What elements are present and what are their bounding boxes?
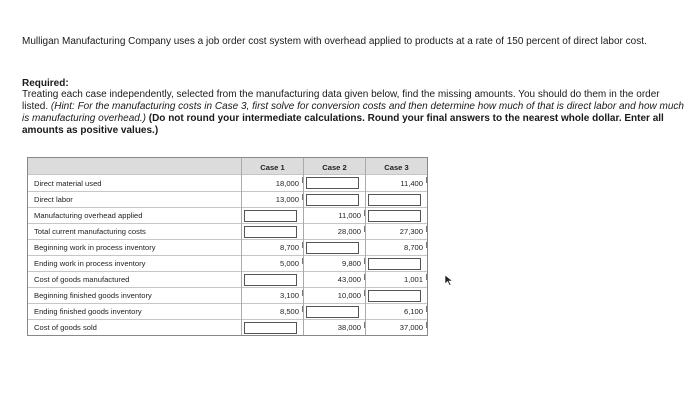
table-row bbox=[28, 288, 427, 304]
row-label: Direct material used bbox=[28, 175, 242, 192]
answer-input[interactable] bbox=[244, 226, 297, 238]
cell-value: 8,700 bbox=[403, 243, 423, 252]
case-1-value-cell bbox=[242, 288, 304, 304]
case-3-value-cell bbox=[366, 304, 428, 320]
table-row bbox=[28, 240, 427, 256]
cell-value: 3,100 bbox=[279, 291, 299, 300]
row-label: Cost of goods sold bbox=[28, 320, 242, 336]
label-column-header bbox=[28, 158, 242, 175]
case-1-header: Case 1 bbox=[242, 158, 304, 175]
case-2-input-cell[interactable] bbox=[304, 304, 366, 320]
row-label: Total current manufacturing costs bbox=[28, 224, 242, 240]
table-header-row bbox=[28, 158, 427, 175]
instructions bbox=[22, 89, 687, 137]
case-2-value-cell bbox=[304, 208, 366, 224]
row-label: Manufacturing overhead applied bbox=[28, 208, 242, 224]
case-3-input-cell[interactable] bbox=[366, 192, 428, 208]
cell-edge-marker bbox=[426, 177, 427, 183]
case-2-input-cell[interactable] bbox=[304, 192, 366, 208]
table-row bbox=[28, 320, 427, 336]
table-row bbox=[28, 224, 427, 240]
cell-edge-marker bbox=[426, 306, 427, 312]
answer-input[interactable] bbox=[306, 194, 359, 206]
table-row bbox=[28, 192, 427, 208]
answer-input[interactable] bbox=[244, 210, 297, 222]
case-2-header: Case 2 bbox=[304, 158, 366, 175]
case-3-value-cell bbox=[366, 320, 428, 336]
cell-value: 18,000 bbox=[275, 178, 299, 188]
case-3-input-cell[interactable] bbox=[366, 288, 428, 304]
case-3-input-cell[interactable] bbox=[366, 208, 428, 224]
table-row bbox=[28, 256, 427, 272]
problem-intro: Mulligan Manufacturing Company uses a job order cost system with overhead applied to products at a rate of 150 percent of direct labor cost. bbox=[22, 36, 647, 47]
case-1-value-cell bbox=[242, 240, 304, 256]
case-2-input-cell[interactable] bbox=[304, 175, 366, 192]
case-1-input-cell[interactable] bbox=[242, 320, 304, 336]
cell-value: 11,000 bbox=[338, 211, 361, 220]
cell-value: 1,001 bbox=[403, 275, 423, 284]
instructions-hint: (Hint: For the manufacturing costs in Case 3, first solve for conversion costs and then determine how much of that is direct labor and how much is manufacturing overhead.) bbox=[22, 101, 684, 124]
cell-value: 13,000 bbox=[275, 195, 299, 204]
answer-input[interactable] bbox=[306, 306, 359, 318]
row-label: Cost of goods manufactured bbox=[28, 272, 242, 288]
cell-value: 8,500 bbox=[279, 307, 299, 316]
table-row bbox=[28, 208, 427, 224]
row-label: Ending finished goods inventory bbox=[28, 304, 242, 320]
cell-value: 6,100 bbox=[403, 307, 423, 316]
row-label: Beginning work in process inventory bbox=[28, 240, 242, 256]
cell-value: 43,000 bbox=[337, 275, 361, 284]
case-2-value-cell bbox=[304, 272, 366, 288]
cell-value: 37,000 bbox=[399, 323, 423, 332]
case-3-value-cell bbox=[366, 272, 428, 288]
cost-table bbox=[28, 158, 427, 335]
case-1-value-cell bbox=[242, 175, 304, 192]
case-1-input-cell[interactable] bbox=[242, 272, 304, 288]
answer-input[interactable] bbox=[244, 322, 297, 334]
table-row bbox=[28, 272, 427, 288]
instructions-rounding-note: (Do not round your intermediate calculations. Round your final answers to the nearest whole dollar. Enter all amounts as positive values.) bbox=[22, 113, 664, 136]
answer-input[interactable] bbox=[368, 210, 421, 222]
row-label: Beginning finished goods inventory bbox=[28, 288, 242, 304]
table-body bbox=[28, 175, 427, 336]
answer-input[interactable] bbox=[244, 274, 297, 286]
required-heading: Required: bbox=[22, 78, 69, 89]
cell-value: 28,000 bbox=[337, 227, 361, 236]
case-2-value-cell bbox=[304, 256, 366, 272]
case-3-value-cell bbox=[366, 224, 428, 240]
case-1-input-cell[interactable] bbox=[242, 224, 304, 240]
cell-edge-marker bbox=[426, 322, 427, 328]
table-row bbox=[28, 304, 427, 320]
answer-input[interactable] bbox=[368, 258, 421, 270]
cost-table-container bbox=[27, 157, 428, 336]
cell-edge-marker bbox=[426, 242, 427, 248]
row-label: Direct labor bbox=[28, 192, 242, 208]
case-1-value-cell bbox=[242, 304, 304, 320]
case-3-value-cell bbox=[366, 175, 428, 192]
case-3-input-cell[interactable] bbox=[366, 256, 428, 272]
cell-value: 11,400 bbox=[400, 178, 423, 188]
instructions-text: Treating each case independently, selected from the manufacturing data given below, find the missing amounts. You should do them in the order listed. bbox=[22, 89, 660, 112]
case-1-value-cell bbox=[242, 256, 304, 272]
answer-input[interactable] bbox=[306, 177, 359, 189]
case-2-value-cell bbox=[304, 224, 366, 240]
cell-edge-marker bbox=[426, 274, 427, 280]
case-3-value-cell bbox=[366, 240, 428, 256]
row-label: Ending work in process inventory bbox=[28, 256, 242, 272]
cell-value: 38,000 bbox=[337, 323, 361, 332]
cell-value: 10,000 bbox=[337, 291, 361, 300]
case-1-value-cell bbox=[242, 192, 304, 208]
table-row bbox=[28, 175, 427, 192]
cell-value: 9,800 bbox=[341, 259, 361, 268]
cell-value: 27,300 bbox=[399, 227, 423, 236]
cell-value: 8,700 bbox=[279, 243, 299, 252]
answer-input[interactable] bbox=[306, 242, 359, 254]
case-2-input-cell[interactable] bbox=[304, 240, 366, 256]
case-3-header: Case 3 bbox=[366, 158, 428, 175]
cell-value: 5,000 bbox=[279, 259, 299, 268]
case-2-value-cell bbox=[304, 288, 366, 304]
answer-input[interactable] bbox=[368, 194, 421, 206]
cell-edge-marker bbox=[426, 226, 427, 232]
case-1-input-cell[interactable] bbox=[242, 208, 304, 224]
case-2-value-cell bbox=[304, 320, 366, 336]
mouse-cursor-icon bbox=[444, 274, 454, 286]
answer-input[interactable] bbox=[368, 290, 421, 302]
